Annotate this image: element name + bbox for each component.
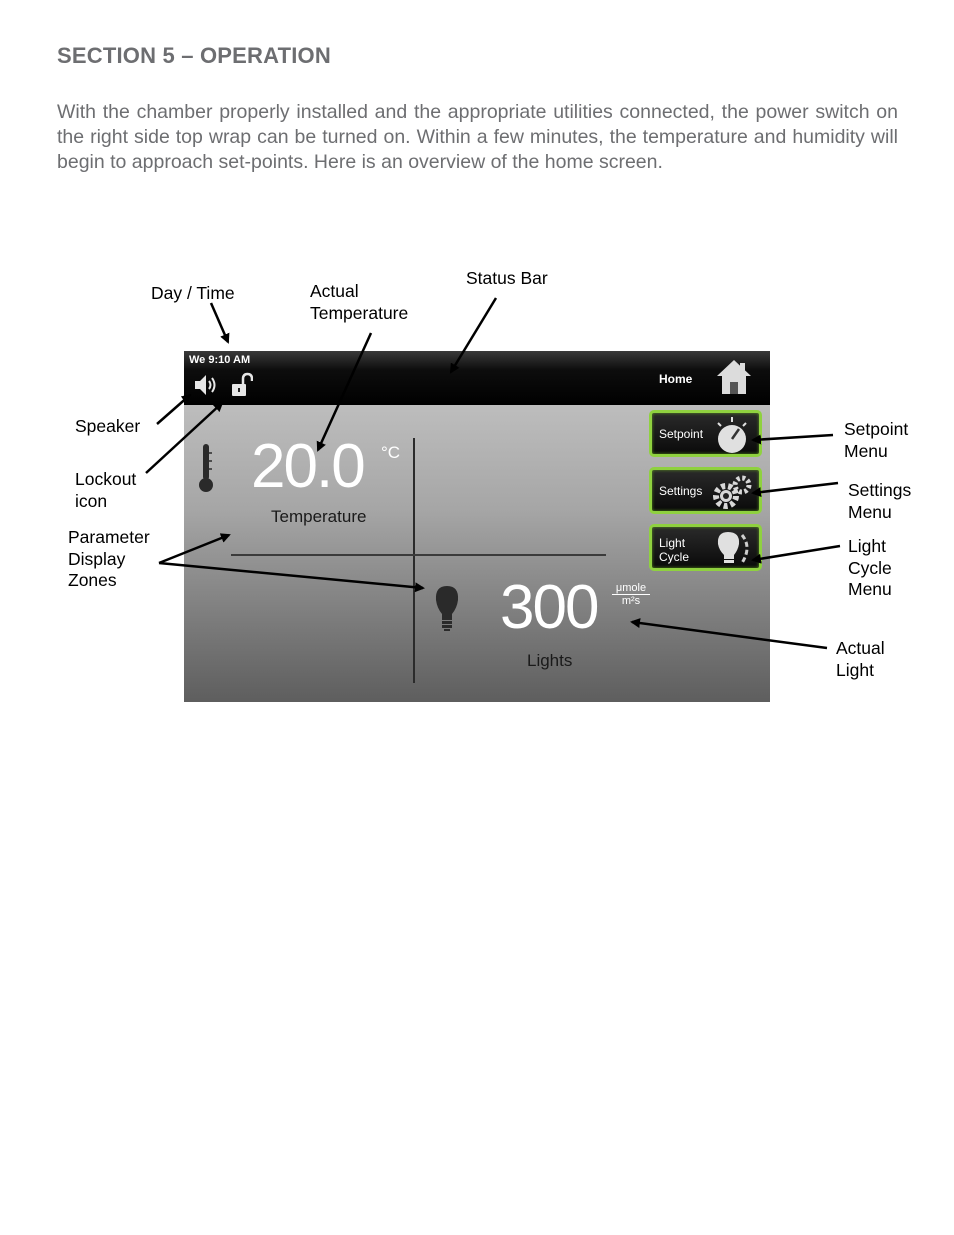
callout-day-time: Day / Time <box>151 283 235 303</box>
arrow-settings <box>753 483 838 493</box>
light-cycle-label-line: Light <box>659 536 686 550</box>
callout-line: Actual <box>836 638 885 658</box>
setpoint-button-label: Setpoint <box>659 427 704 441</box>
callout-line: Settings <box>848 480 912 500</box>
callout-line: Setpoint <box>844 419 909 439</box>
arrow-light-cycle <box>753 546 840 560</box>
light-value: 300 <box>500 573 598 642</box>
arrow-zone-upper <box>159 535 229 563</box>
arrow-day-time <box>211 303 228 342</box>
callout-line: Menu <box>848 579 892 599</box>
callout-line: Menu <box>848 501 892 522</box>
arrow-status-bar <box>451 298 496 372</box>
arrow-actual-light <box>632 622 827 648</box>
arrow-speaker <box>157 395 190 424</box>
callout-line: Lockout <box>75 469 137 489</box>
callout-line: Cycle <box>848 557 892 578</box>
callout-line: Actual <box>310 281 359 301</box>
day-time: We 9:10 AM <box>189 354 251 366</box>
callout-line: Menu <box>844 440 888 461</box>
callout-speaker: Speaker <box>75 416 141 436</box>
callout-line: Zones <box>68 570 117 590</box>
light-unit-numerator: μmole <box>612 582 650 595</box>
callout-line: Light <box>836 659 874 680</box>
settings-button-label: Settings <box>659 484 703 498</box>
arrow-actual-temperature <box>318 333 371 450</box>
temperature-label: Temperature <box>271 507 367 526</box>
section-title: SECTION 5 – OPERATION <box>57 43 331 68</box>
callout-status-bar: Status Bar <box>466 268 548 288</box>
arrow-zone-lower <box>159 563 423 588</box>
callout-line: Light <box>848 536 886 556</box>
temperature-value: 20.0 <box>251 432 364 501</box>
arrow-lockout <box>146 403 222 473</box>
home-label: Home <box>659 372 693 386</box>
light-label: Lights <box>527 651 573 670</box>
light-unit-denominator: m²s <box>621 595 641 607</box>
temperature-unit: °C <box>381 443 401 462</box>
callout-line: Parameter <box>68 527 150 547</box>
light-cycle-label-line: Cycle <box>659 550 690 564</box>
intro-paragraph: With the chamber properly installed and the appropriate utilities connected, the power switch on the right side top wrap can be turned on. Within a few minutes, the temperature and humidity will begin to approach set-points. Here is an overview of the home screen. <box>57 101 898 173</box>
callout-line: icon <box>75 490 108 511</box>
callout-line: Temperature <box>310 302 409 323</box>
callout-line: Display <box>68 548 126 569</box>
arrow-setpoint <box>753 435 833 440</box>
